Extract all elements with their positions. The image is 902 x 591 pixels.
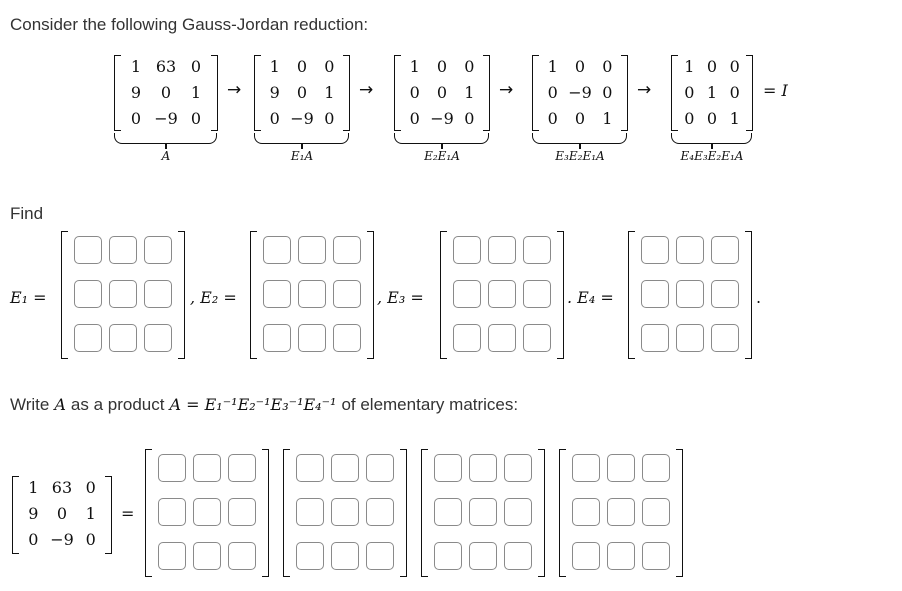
answer-box[interactable] xyxy=(228,498,256,526)
underbrace-label: E₁A xyxy=(290,149,314,163)
matrix-cell: 1 xyxy=(190,83,202,102)
matrix-cell: 1 xyxy=(324,83,335,102)
matrix-cell: 0 xyxy=(574,109,586,128)
answer-box[interactable] xyxy=(228,454,256,482)
matrix-cell: 0 xyxy=(160,83,172,102)
answer-box[interactable] xyxy=(488,236,516,264)
matrix-cell: 1 xyxy=(706,83,718,102)
matrix-cell: −9 xyxy=(430,109,454,128)
matrix-cell: 0 xyxy=(436,83,448,102)
matrix-cell: 0 xyxy=(130,109,142,128)
underbrace-label: E₂E₁A xyxy=(424,149,460,163)
matrix-cell: 0 xyxy=(602,83,613,102)
reduction-matrix-4 xyxy=(532,55,628,131)
answer-box[interactable] xyxy=(158,498,186,526)
matrix-cell: 0 xyxy=(729,83,740,102)
answer-box[interactable] xyxy=(74,280,102,308)
matrix-cell: 0 xyxy=(269,109,280,128)
matrix-cell: 1 xyxy=(85,504,96,523)
equals-identity: = I xyxy=(763,81,788,100)
answer-box[interactable] xyxy=(109,280,137,308)
reduction-matrix-3 xyxy=(394,55,490,131)
reduction-arrow: → xyxy=(227,80,242,100)
answer-box[interactable] xyxy=(453,280,481,308)
answer-box[interactable] xyxy=(711,280,739,308)
answer-box[interactable] xyxy=(296,542,324,570)
find-label: Find xyxy=(10,204,44,223)
matrix-cell: 0 xyxy=(85,478,96,497)
underbrace xyxy=(671,133,752,144)
answer-box[interactable] xyxy=(469,498,497,526)
matrix-cell: 9 xyxy=(269,83,280,102)
answer-box[interactable] xyxy=(298,236,326,264)
e4-matrix xyxy=(628,231,752,359)
answer-box[interactable] xyxy=(331,454,359,482)
matrix-cell: 1 xyxy=(409,57,420,76)
intro-text: Consider the following Gauss-Jordan reduction: xyxy=(10,15,369,34)
answer-box[interactable] xyxy=(453,324,481,352)
answer-box[interactable] xyxy=(434,454,462,482)
e3-label: , E₃ = xyxy=(377,288,424,307)
answer-box[interactable] xyxy=(158,454,186,482)
matrix-cell: 1 xyxy=(464,83,475,102)
write-middle: as a product xyxy=(70,395,165,414)
answer-box[interactable] xyxy=(469,454,497,482)
answer-box[interactable] xyxy=(488,324,516,352)
answer-box[interactable] xyxy=(144,280,172,308)
answer-box[interactable] xyxy=(193,542,221,570)
answer-box[interactable] xyxy=(607,542,635,570)
reduction-matrix-5 xyxy=(671,55,753,131)
answer-box[interactable] xyxy=(523,236,551,264)
matrix-cell: 1 xyxy=(602,109,613,128)
answer-box[interactable] xyxy=(263,280,291,308)
matrix-cell: 0 xyxy=(324,57,335,76)
answer-box[interactable] xyxy=(504,498,532,526)
matrix-cell: 9 xyxy=(28,504,39,523)
answer-box[interactable] xyxy=(333,324,361,352)
matrix-cell: −9 xyxy=(154,109,178,128)
answer-box[interactable] xyxy=(572,542,600,570)
underbrace-label: A xyxy=(161,149,171,163)
answer-box[interactable] xyxy=(642,542,670,570)
answer-box[interactable] xyxy=(109,324,137,352)
matrix-cell: −9 xyxy=(50,530,74,549)
inverse-matrix-3 xyxy=(421,449,545,577)
matrix-cell: 1 xyxy=(684,57,695,76)
answer-box[interactable] xyxy=(676,280,704,308)
e2-matrix xyxy=(250,231,374,359)
matrix-cell: 0 xyxy=(684,109,695,128)
answer-box[interactable] xyxy=(641,324,669,352)
matrix-cell: 0 xyxy=(706,109,718,128)
answer-box[interactable] xyxy=(469,542,497,570)
write-formula: A = E₁⁻¹E₂⁻¹E₃⁻¹E₄⁻¹ xyxy=(169,395,337,414)
answer-box[interactable] xyxy=(331,542,359,570)
matrix-cell: 0 xyxy=(706,57,718,76)
answer-box[interactable] xyxy=(74,324,102,352)
matrix-cell: 1 xyxy=(269,57,280,76)
answer-box[interactable] xyxy=(676,236,704,264)
answer-box[interactable] xyxy=(642,454,670,482)
matrix-cell: 63 xyxy=(51,478,73,497)
write-a: A xyxy=(54,395,66,414)
answer-box[interactable] xyxy=(607,498,635,526)
underbrace xyxy=(254,133,349,144)
matrix-cell: 0 xyxy=(409,109,420,128)
inverse-matrix-4 xyxy=(559,449,683,577)
matrix-cell: 0 xyxy=(56,504,68,523)
answer-box[interactable] xyxy=(488,280,516,308)
matrix-cell: 0 xyxy=(190,109,202,128)
answer-box[interactable] xyxy=(109,236,137,264)
e1-matrix xyxy=(61,231,185,359)
matrix-cell: 0 xyxy=(324,109,335,128)
e4-label: . E₄ = xyxy=(567,288,614,307)
matrix-cell: 0 xyxy=(190,57,202,76)
matrix-cell: −9 xyxy=(290,109,314,128)
matrix-cell: 9 xyxy=(130,83,142,102)
answer-box[interactable] xyxy=(296,454,324,482)
matrix-cell: 0 xyxy=(547,83,558,102)
answer-box[interactable] xyxy=(158,542,186,570)
answer-box[interactable] xyxy=(228,542,256,570)
matrix-cell: 0 xyxy=(684,83,695,102)
matrix-cell: 1 xyxy=(729,109,740,128)
answer-box[interactable] xyxy=(144,324,172,352)
end-period: . xyxy=(756,288,762,307)
answer-box[interactable] xyxy=(296,498,324,526)
product-matrix xyxy=(12,476,112,554)
answer-box[interactable] xyxy=(263,236,291,264)
answer-box[interactable] xyxy=(74,236,102,264)
answer-box[interactable] xyxy=(641,280,669,308)
answer-box[interactable] xyxy=(331,498,359,526)
matrix-cell: 1 xyxy=(130,57,142,76)
matrix-cell: 0 xyxy=(296,83,308,102)
matrix-cell: 0 xyxy=(85,530,96,549)
answer-box[interactable] xyxy=(523,324,551,352)
e2-label: , E₂ = xyxy=(190,288,237,307)
underbrace-label: E₃E₂E₁A xyxy=(555,149,605,163)
matrix-cell: 1 xyxy=(28,478,39,497)
write-line xyxy=(10,395,518,415)
matrix-cell: 0 xyxy=(574,57,586,76)
matrix-cell: −9 xyxy=(568,83,592,102)
answer-box[interactable] xyxy=(434,498,462,526)
matrix-cell: 0 xyxy=(729,57,740,76)
underbrace-label: E₄E₃E₂E₁A xyxy=(680,149,744,163)
answer-box[interactable] xyxy=(453,236,481,264)
answer-box[interactable] xyxy=(711,236,739,264)
reduction-arrow: → xyxy=(637,80,652,100)
underbrace xyxy=(114,133,217,144)
answer-box[interactable] xyxy=(711,324,739,352)
answer-box[interactable] xyxy=(434,542,462,570)
answer-box[interactable] xyxy=(642,498,670,526)
underbrace xyxy=(394,133,489,144)
answer-box[interactable] xyxy=(333,236,361,264)
answer-box[interactable] xyxy=(504,542,532,570)
inverse-matrix-1 xyxy=(145,449,269,577)
answer-box[interactable] xyxy=(523,280,551,308)
reduction-arrow: → xyxy=(499,80,514,100)
product-equals: = xyxy=(121,504,135,523)
matrix-cell: 0 xyxy=(464,57,475,76)
matrix-cell: 0 xyxy=(436,57,448,76)
answer-box[interactable] xyxy=(298,324,326,352)
matrix-cell: 63 xyxy=(155,57,177,76)
matrix-cell: 0 xyxy=(409,83,420,102)
matrix-cell: 0 xyxy=(296,57,308,76)
answer-box[interactable] xyxy=(298,280,326,308)
matrix-cell: 1 xyxy=(547,57,558,76)
reduction-matrix-2 xyxy=(254,55,350,131)
answer-box[interactable] xyxy=(366,454,394,482)
answer-box[interactable] xyxy=(572,454,600,482)
answer-box[interactable] xyxy=(366,542,394,570)
e1-label: E₁ = xyxy=(10,288,47,307)
answer-box[interactable] xyxy=(333,280,361,308)
answer-box[interactable] xyxy=(144,236,172,264)
answer-box[interactable] xyxy=(263,324,291,352)
answer-box[interactable] xyxy=(676,324,704,352)
matrix-cell: 0 xyxy=(602,57,613,76)
e3-matrix xyxy=(440,231,564,359)
inverse-matrix-2 xyxy=(283,449,407,577)
answer-box[interactable] xyxy=(504,454,532,482)
answer-box[interactable] xyxy=(572,498,600,526)
answer-box[interactable] xyxy=(607,454,635,482)
matrix-cell: 0 xyxy=(547,109,558,128)
matrix-cell: 0 xyxy=(28,530,39,549)
answer-box[interactable] xyxy=(193,498,221,526)
write-suffix: of elementary matrices: xyxy=(341,395,519,414)
write-prefix: Write xyxy=(10,395,50,414)
answer-box[interactable] xyxy=(366,498,394,526)
answer-box[interactable] xyxy=(193,454,221,482)
reduction-arrow: → xyxy=(359,80,374,100)
answer-box[interactable] xyxy=(641,236,669,264)
reduction-matrix-1 xyxy=(114,55,218,131)
matrix-cell: 0 xyxy=(464,109,475,128)
underbrace xyxy=(532,133,627,144)
